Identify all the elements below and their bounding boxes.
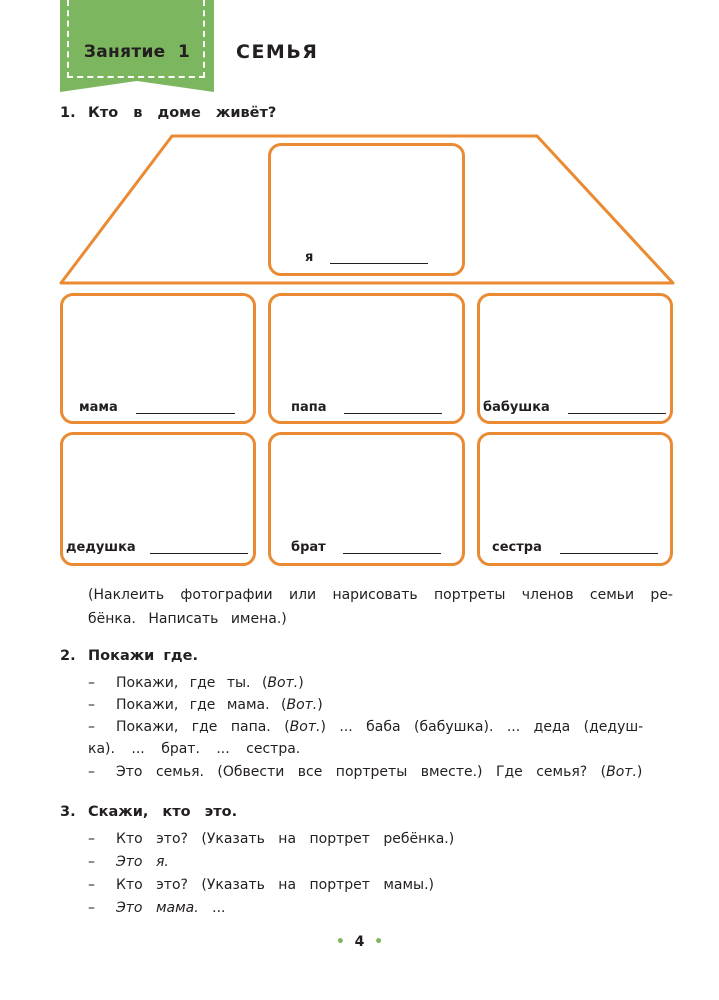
name-line-brother[interactable] xyxy=(343,553,441,554)
name-line-mama[interactable] xyxy=(136,413,235,414)
name-line-grandpa[interactable] xyxy=(150,553,248,554)
task2-line1-dash: – xyxy=(88,675,95,691)
label-me: я xyxy=(305,250,314,265)
task2-line4: ка). ... брат. ... сестра. xyxy=(88,741,301,757)
label-grandma: бабушка xyxy=(483,400,550,415)
task3-line1-dash: – xyxy=(88,831,95,847)
task3-number: 3. xyxy=(60,804,76,820)
label-grandpa: дедушка xyxy=(66,540,136,555)
task3-line4-dash: – xyxy=(88,900,95,916)
task2-line5-dash: – xyxy=(88,764,95,780)
photo-frame-me[interactable] xyxy=(268,143,465,276)
task3-line4: Это мама. ... xyxy=(116,900,226,916)
lesson-label: Занятие 1 xyxy=(83,42,191,62)
name-line-me[interactable] xyxy=(330,263,428,264)
task2-number: 2. xyxy=(60,648,76,664)
task1-instruction-line1: (Наклеить фотографии или нарисовать портреты членов семьи ре- xyxy=(88,587,673,603)
task2-line3: Покажи, где папа. (Вот.) ... баба (бабушка). ... деда (дедуш- xyxy=(116,719,644,735)
page-number xyxy=(0,934,719,950)
page-number-value: 4 xyxy=(354,934,365,950)
task2-line1: Покажи, где ты. (Вот.) xyxy=(116,675,304,691)
task2-line5: Это семья. (Обвести все портреты вместе.) Где семья? (Вот.) xyxy=(116,764,643,780)
page-dot-left: • xyxy=(335,934,345,950)
name-line-sister[interactable] xyxy=(560,553,658,554)
task2-line2-dash: – xyxy=(88,697,95,713)
task3-line2-dash: – xyxy=(88,854,95,870)
label-brother: брат xyxy=(291,540,326,555)
task1-number: 1. xyxy=(60,105,76,121)
page-dot-right: • xyxy=(374,934,384,950)
label-papa: папа xyxy=(291,400,327,415)
page-title: СЕМЬЯ xyxy=(236,41,319,63)
task3-line1: Кто это? (Указать на портрет ребёнка.) xyxy=(116,831,455,847)
task3-line3: Кто это? (Указать на портрет мамы.) xyxy=(116,877,435,893)
name-line-grandma[interactable] xyxy=(568,413,666,414)
task1-instruction-line2: бёнка. Написать имена.) xyxy=(88,611,287,627)
task3-line2: Это я. xyxy=(116,854,169,870)
name-line-papa[interactable] xyxy=(344,413,442,414)
task2-heading: Покажи где. xyxy=(88,648,198,664)
task3-line3-dash: – xyxy=(88,877,95,893)
task2-line2: Покажи, где мама. (Вот.) xyxy=(116,697,323,713)
label-mama: мама xyxy=(79,400,118,415)
task1-heading: Кто в доме живёт? xyxy=(88,105,277,121)
label-sister: сестра xyxy=(492,540,542,555)
task2-line3-dash: – xyxy=(88,719,95,735)
task3-heading: Скажи, кто это. xyxy=(88,804,238,820)
